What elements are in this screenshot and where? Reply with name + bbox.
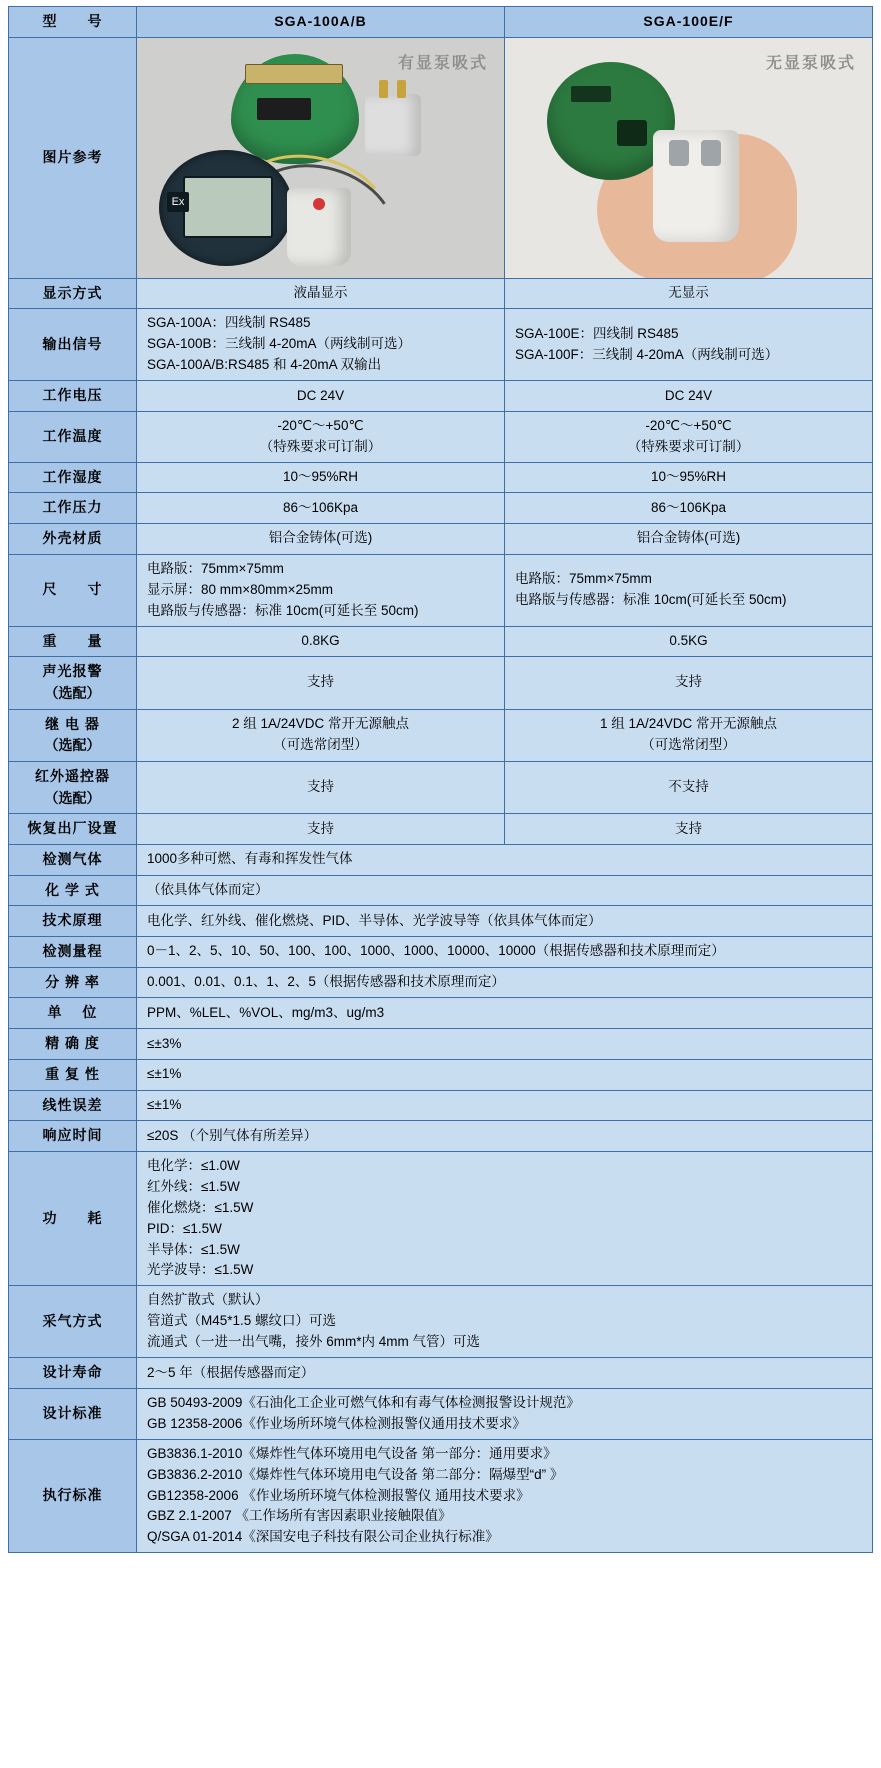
cell-line: -20℃～+50℃: [645, 417, 732, 433]
cell-line: 支持: [675, 674, 702, 690]
cell-line: 光学波导：≤1.5W: [147, 1262, 254, 1278]
cell-col2: [505, 524, 873, 555]
cell-line: 支持: [307, 674, 334, 690]
row-label: 输出信号: [9, 309, 137, 381]
cell-line: 液晶显示: [293, 285, 348, 301]
row-label-sub: （选配）: [44, 737, 101, 754]
model-col2: SGA-100E/F: [505, 7, 873, 38]
cell-line: （特殊要求可订制）: [627, 438, 750, 454]
model-col1: SGA-100A/B: [137, 7, 505, 38]
row-label: 化 学 式: [9, 875, 137, 906]
row-label: 执行标准: [9, 1439, 137, 1553]
cell-line: ≤±1%: [147, 1096, 182, 1112]
sensor-housing-icon: [287, 188, 351, 266]
table-row: [9, 462, 873, 493]
cell-line: 支持: [307, 779, 334, 795]
row-label: 分 辨 率: [9, 967, 137, 998]
cell-line: 2～5 年（根据传感器而定）: [147, 1364, 315, 1380]
table-row: [9, 906, 873, 937]
row-label: 设计寿命: [9, 1358, 137, 1389]
sensor-cap-icon: [365, 94, 421, 156]
ex-badge: Ex: [167, 192, 189, 212]
cell-line: 10～95%RH: [282, 469, 359, 485]
cell-value: [137, 967, 873, 998]
cell-line: GBZ 2.1-2007 《工作场所有害因素职业接触限值》: [147, 1508, 452, 1524]
cell-line: 显示屏：80 mm×80mm×25mm: [147, 581, 334, 597]
cell-value: [137, 998, 873, 1029]
cell-line: 电路版与传感器：标准 10cm(可延长至 50cm): [515, 592, 787, 608]
cell-line: ≤±1%: [147, 1066, 182, 1082]
cell-line: 电路版：75mm×75mm: [515, 571, 652, 587]
row-label: 红外遥控器 （选配）: [9, 761, 137, 813]
cell-value: [137, 875, 873, 906]
cell-line: 电路版：75mm×75mm: [147, 560, 284, 576]
product-photo-a: [137, 37, 505, 278]
table-row: [9, 278, 873, 309]
cell-line: GB12358-2006 《作业场所环境气体检测报警仪 通用技术要求》: [147, 1487, 530, 1503]
cell-line: （可选常闭型）: [273, 737, 368, 753]
row-label: 恢复出厂设置: [9, 814, 137, 845]
cell-line: 铝合金铸体(可选): [268, 530, 373, 546]
cell-value: [137, 937, 873, 968]
cell-line: DC 24V: [664, 387, 713, 403]
cell-col2: [505, 626, 873, 657]
cell-col2: [505, 814, 873, 845]
row-label: 工作湿度: [9, 462, 137, 493]
cell-line: 管道式（M45*1.5 螺纹口）可选: [147, 1313, 337, 1329]
cell-col1: [137, 411, 505, 462]
cell-col1: [137, 554, 505, 626]
cell-col1: [137, 626, 505, 657]
row-label: 设计标准: [9, 1388, 137, 1439]
row-label: 工作电压: [9, 381, 137, 412]
gas-port-icon: [701, 140, 721, 166]
table-row: [9, 1151, 873, 1286]
table-row: [9, 309, 873, 381]
cell-col2: [505, 278, 873, 309]
cell-line: 2 组 1A/24VDC 常开无源触点: [231, 716, 410, 732]
table-row: [9, 1059, 873, 1090]
row-label-sub: （选配）: [44, 789, 101, 806]
table-row: [9, 1439, 873, 1553]
indicator-dot-icon: [313, 198, 325, 210]
cell-line: SGA-100A/B:RS485 和 4-20mA 双输出: [147, 357, 382, 373]
cell-line: 支持: [675, 820, 702, 836]
table-row: [9, 524, 873, 555]
table-row: [9, 411, 873, 462]
row-label: 功 耗: [9, 1151, 137, 1286]
cell-col2: [505, 554, 873, 626]
cell-line: （可选常闭型）: [641, 737, 736, 753]
cell-col1: [137, 309, 505, 381]
cell-line: 电化学、红外线、催化燃烧、PID、半导体、光学波导等（依具体气体而定）: [147, 912, 602, 928]
row-label: 尺 寸: [9, 554, 137, 626]
cell-value: [137, 1090, 873, 1121]
cell-col1: [137, 524, 505, 555]
row-label: 重 量: [9, 626, 137, 657]
specification-table: [8, 6, 873, 845]
lcd-screen-icon: [183, 176, 273, 238]
table-row: [9, 381, 873, 412]
row-label: 响应时间: [9, 1121, 137, 1152]
cell-value: [137, 1286, 873, 1358]
cell-value: [137, 1029, 873, 1060]
gas-port-icon: [669, 140, 689, 166]
cell-line: 支持: [307, 820, 334, 836]
cell-line: SGA-100A：四线制 RS485: [147, 315, 311, 331]
photo-b-caption: 无显泵吸式: [765, 54, 856, 72]
cell-line: （特殊要求可订制）: [259, 438, 382, 454]
cell-col1: [137, 814, 505, 845]
cell-line: 电化学：≤1.0W: [147, 1157, 240, 1173]
table-row: [9, 554, 873, 626]
table-row: [9, 7, 873, 38]
table-row: [9, 1121, 873, 1152]
cell-line: 铝合金铸体(可选): [636, 530, 741, 546]
row-label: 外壳材质: [9, 524, 137, 555]
cell-value: [137, 1358, 873, 1389]
table-row: [9, 709, 873, 761]
cell-line: SGA-100B：三线制 4-20mA（两线制可选）: [147, 336, 412, 352]
cell-col1: [137, 381, 505, 412]
cell-col1: [137, 278, 505, 309]
specification-table-wide: [8, 844, 873, 1553]
photo-a-caption: 有显泵吸式: [397, 54, 488, 72]
row-label: 精 确 度: [9, 1029, 137, 1060]
row-label: 采气方式: [9, 1286, 137, 1358]
cell-line: 86～106Kpa: [282, 499, 359, 515]
cell-line: 0.5KG: [669, 632, 708, 648]
row-label-sub: （选配）: [44, 684, 101, 701]
cell-line: 自然扩散式（默认）: [147, 1292, 269, 1308]
cell-value: [137, 845, 873, 876]
table-row: [9, 967, 873, 998]
cell-value: [137, 1121, 873, 1152]
cell-line: ≤±3%: [147, 1035, 182, 1051]
row-label: 工作压力: [9, 493, 137, 524]
table-row: [9, 998, 873, 1029]
row-label: 重 复 性: [9, 1059, 137, 1090]
cell-col2: [505, 493, 873, 524]
table-row: [9, 657, 873, 709]
row-label: 线性误差: [9, 1090, 137, 1121]
row-label: 单 位: [9, 998, 137, 1029]
table-row: [9, 37, 873, 278]
cell-col1: [137, 493, 505, 524]
cell-value: [137, 1388, 873, 1439]
cell-col2: [505, 411, 873, 462]
cell-line: -20℃～+50℃: [277, 417, 364, 433]
cell-line: SGA-100E：四线制 RS485: [515, 325, 679, 341]
cell-col2: [505, 657, 873, 709]
row-label: 技术原理: [9, 906, 137, 937]
table-row: [9, 761, 873, 813]
table-row: [9, 845, 873, 876]
table-row: [9, 1358, 873, 1389]
row-label: 继 电 器 （选配）: [9, 709, 137, 761]
display-meter-icon: [159, 150, 293, 266]
cell-line: 1000多种可燃、有毒和挥发性气体: [147, 851, 353, 867]
cell-line: DC 24V: [296, 387, 345, 403]
cell-line: 10～95%RH: [650, 469, 727, 485]
cell-line: （依具体气体而定）: [147, 882, 269, 898]
cell-line: 不支持: [668, 779, 709, 795]
row-label-model: 型 号: [9, 7, 137, 38]
cell-line: GB3836.2-2010《爆炸性气体环境用电气设备 第二部分：隔爆型“d” 》: [147, 1466, 564, 1482]
cell-col1: [137, 709, 505, 761]
cell-line: 1 组 1A/24VDC 常开无源触点: [599, 716, 778, 732]
cell-value: [137, 1059, 873, 1090]
table-row: [9, 1286, 873, 1358]
table-row: [9, 1388, 873, 1439]
cell-value: [137, 1151, 873, 1286]
product-photo-b: [505, 37, 873, 278]
cell-value: [137, 906, 873, 937]
row-label: 工作温度: [9, 411, 137, 462]
row-label: 检测量程: [9, 937, 137, 968]
cell-line: 0.8KG: [301, 632, 340, 648]
cell-col2: [505, 381, 873, 412]
cell-line: 流通式（一进一出气嘴，接外 6mm*内 4mm 气管）可选: [147, 1334, 481, 1350]
cell-line: 0－1、2、5、10、50、100、100、1000、1000、10000、10000（根据传感器和技术原理而定）: [147, 943, 725, 959]
table-row: [9, 626, 873, 657]
cell-value: [137, 1439, 873, 1553]
cell-line: 电路版与传感器：标准 10cm(可延长至 50cm): [147, 602, 419, 618]
cell-line: ≤20S （个别气体有所差异）: [147, 1127, 318, 1143]
cell-line: GB 50493-2009《石油化工企业可燃气体和有毒气体检测报警设计规范》: [147, 1394, 580, 1410]
cell-col2: [505, 462, 873, 493]
row-label: 检测气体: [9, 845, 137, 876]
cell-line: GB 12358-2006《作业场所环境气体检测报警仪通用技术要求》: [147, 1415, 526, 1431]
cell-col1: [137, 462, 505, 493]
pcb-board-icon: [231, 54, 359, 164]
cell-col2: [505, 709, 873, 761]
cell-col2: [505, 309, 873, 381]
cell-line: 红外线：≤1.5W: [147, 1178, 240, 1194]
cell-line: GB3836.1-2010《爆炸性气体环境用电气设备 第一部分：通用要求》: [147, 1445, 557, 1461]
cell-line: SGA-100F：三线制 4-20mA（两线制可选）: [515, 346, 779, 362]
row-label-photo: 图片参考: [9, 37, 137, 278]
cell-line: PID：≤1.5W: [147, 1220, 222, 1236]
table-row: [9, 875, 873, 906]
table-row: [9, 1090, 873, 1121]
table-row: [9, 493, 873, 524]
cell-col1: [137, 761, 505, 813]
table-row: [9, 1029, 873, 1060]
sensor-housing-icon: [653, 130, 739, 242]
row-label: 声光报警 （选配）: [9, 657, 137, 709]
cell-line: 86～106Kpa: [650, 499, 727, 515]
cell-col1: [137, 657, 505, 709]
cell-line: 催化燃烧：≤1.5W: [147, 1199, 254, 1215]
cell-line: 0.001、0.01、0.1、1、2、5（根据传感器和技术原理而定）: [147, 974, 505, 990]
row-label: 显示方式: [9, 278, 137, 309]
table-row: [9, 814, 873, 845]
cell-line: 半导体：≤1.5W: [147, 1241, 240, 1257]
cell-line: Q/SGA 01-2014《深国安电子科技有限公司企业执行标准》: [147, 1529, 499, 1545]
cell-line: 无显示: [668, 285, 709, 301]
table-row: [9, 937, 873, 968]
cell-col2: [505, 761, 873, 813]
cell-line: PPM、%LEL、%VOL、mg/m3、ug/m3: [147, 1004, 385, 1020]
